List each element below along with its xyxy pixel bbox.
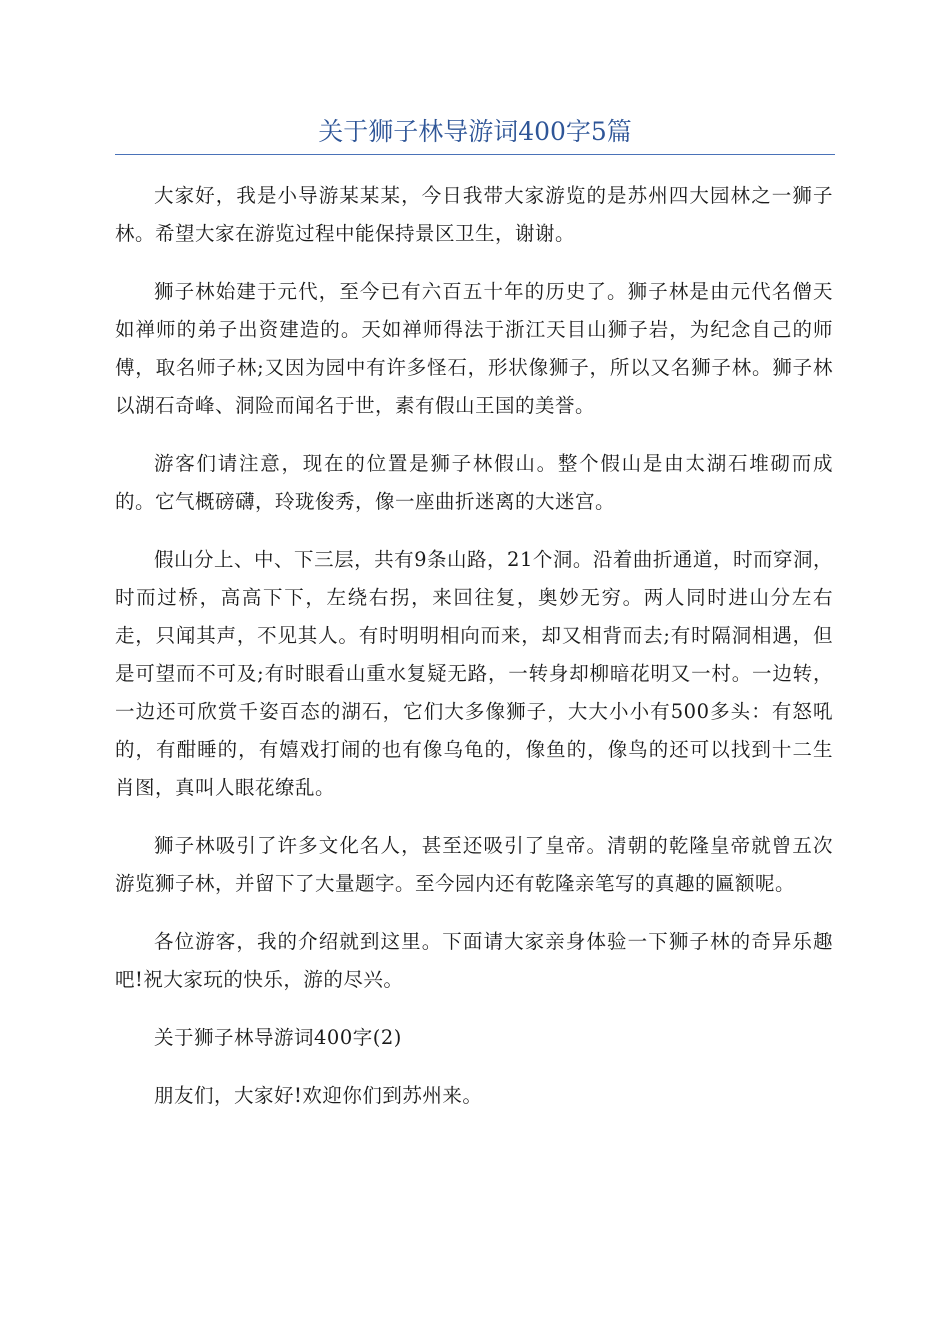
title-underline-rule: [115, 154, 835, 155]
paragraph-maze: 假山分上、中、下三层，共有9条山路，21个洞。沿着曲折通道，时而穿洞，时而过桥，高高下下，左绕右拐，来回往复，奥妙无穷。两人同时进山分左右走，只闻其声，不见其人。有时明明相向而来，却又相背而去;有时隔洞相遇，但是可望而不可及;有时眼看山重水复疑无路，一转身却柳暗花明又一村。一边转，一边还可欣赏千姿百态的湖石，它们大多像狮子，大大小小有500多头：有怒吼的，有酣睡的，有嬉戏打闹的也有像乌龟的，像鱼的，像鸟的还可以找到十二生肖图，真叫人眼花缭乱。: [115, 548, 833, 799]
document-body: [115, 177, 833, 1135]
paragraph-greeting: 大家好，我是小导游某某某，今日我带大家游览的是苏州四大园林之一狮子林。希望大家在游览过程中能保持景区卫生，谢谢。: [115, 184, 833, 245]
paragraph-rockery: 游客们请注意，现在的位置是狮子林假山。整个假山是由太湖石堆砌而成的。它气概磅礴，玲珑俊秀，像一座曲折迷离的大迷宫。: [115, 452, 833, 513]
section-heading-2: 关于狮子林导游词400字(2): [154, 1026, 402, 1049]
paragraph-closing: 各位游客，我的介绍就到这里。下面请大家亲身体验一下狮子林的奇异乐趣吧!祝大家玩的快乐，游的尽兴。: [115, 930, 833, 991]
paragraph-qianlong: 狮子林吸引了许多文化名人，甚至还吸引了皇帝。清朝的乾隆皇帝就曾五次游览狮子林，并留下了大量题字。至今园内还有乾隆亲笔写的真趣的匾额呢。: [115, 834, 833, 895]
paragraph-welcome: 朋友们，大家好!欢迎你们到苏州来。: [154, 1084, 483, 1107]
document-title: 关于狮子林导游词400字5篇: [318, 117, 632, 146]
paragraph-history: 狮子林始建于元代，至今已有六百五十年的历史了。狮子林是由元代名僧天如禅师的弟子出资建造的。天如禅师得法于浙江天目山狮子岩，为纪念自己的师傅，取名师子林;又因为园中有许多怪石，形状像狮子，所以又名狮子林。狮子林以湖石奇峰、洞险而闻名于世，素有假山王国的美誉。: [115, 280, 833, 417]
